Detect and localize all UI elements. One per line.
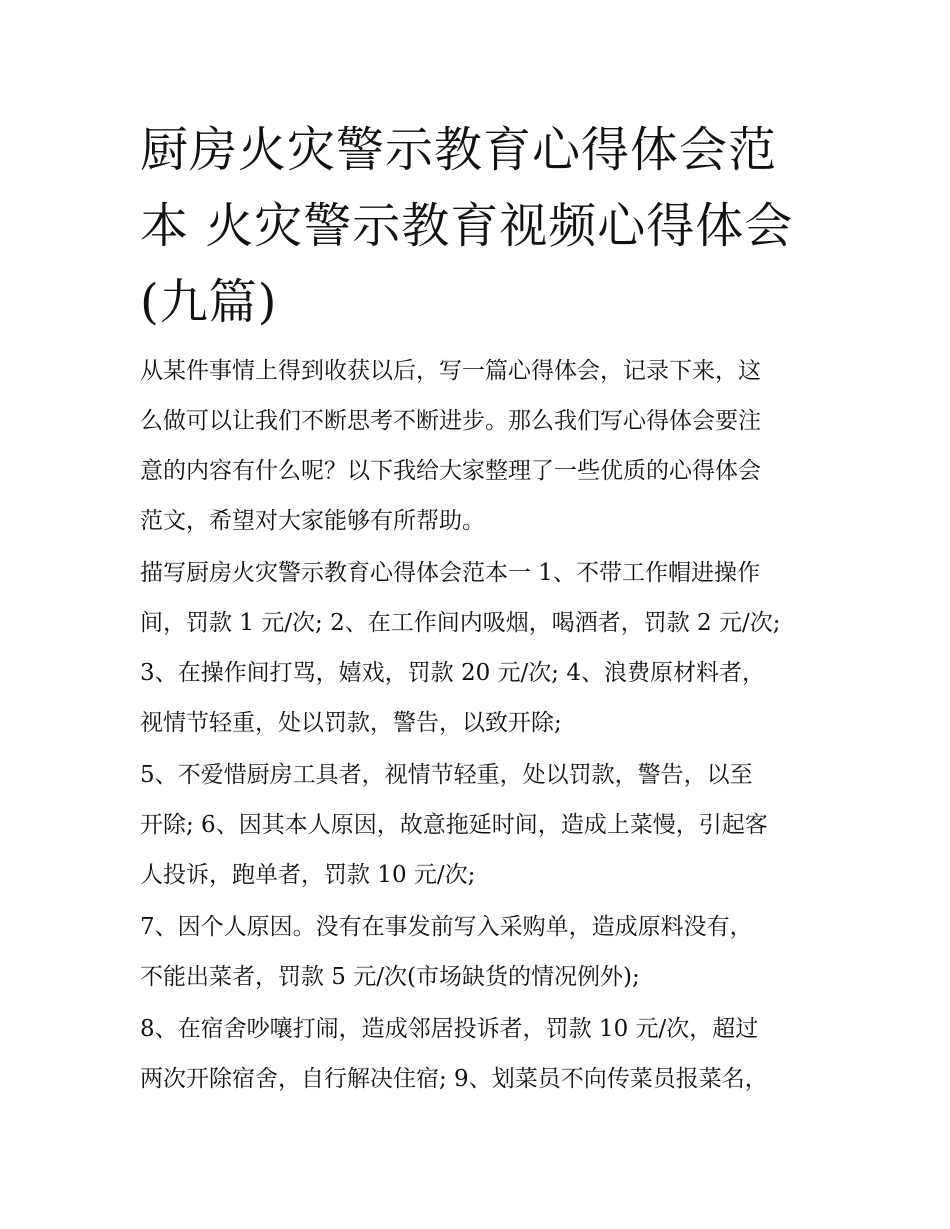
text-line: 描写厨房火灾警示教育心得体会范本一 1、不带工作帽进操作 — [140, 560, 760, 586]
text-line: 范文，希望对大家能够有所帮助。 — [140, 508, 485, 534]
text-line: 意的内容有什么呢？以下我给大家整理了一些优质的心得体会 — [140, 458, 761, 484]
rules-paragraph-2 — [140, 750, 816, 900]
title-line: 厨房火灾警示教育心得体会范 — [140, 122, 778, 178]
text-line: 么做可以让我们不断思考不断进步。那么我们写心得体会要注 — [140, 408, 761, 434]
text-line: 不能出菜者，罚款 5 元/次(市场缺货的情况例外); — [140, 964, 640, 990]
text-line: 两次开除宿舍，自行解决住宿; 9、划菜员不向传菜员报菜名， — [140, 1066, 768, 1092]
text-line: 人投诉，跑单者，罚款 10 元/次; — [140, 862, 476, 888]
title-line: 本 火灾警示教育视频心得体会 — [140, 198, 794, 254]
text-line: 3、在操作间打骂，嬉戏，罚款 20 元/次; 4、浪费原材料者， — [140, 660, 765, 686]
text-line: 间，罚款 1 元/次; 2、在工作间内吸烟，喝酒者，罚款 2 元/次; — [140, 610, 781, 636]
rules-paragraph-4 — [140, 1004, 816, 1104]
text-line: 5、不爱惜厨房工具者，视情节轻重，处以罚款，警告，以至 — [140, 762, 753, 788]
text-line: 7、因个人原因。没有在事发前写入采购单，造成原料没有， — [140, 914, 753, 940]
text-line: 视情节轻重，处以罚款，警告，以致开除; — [140, 710, 562, 736]
intro-paragraph — [140, 346, 816, 546]
rules-paragraph-1 — [140, 548, 816, 748]
rules-paragraph-3 — [140, 902, 816, 1002]
document-title — [140, 112, 816, 340]
text-line: 8、在宿舍吵嚷打闹，造成邻居投诉者，罚款 10 元/次，超过 — [140, 1016, 759, 1042]
document-page — [140, 112, 816, 1104]
text-line: 从某件事情上得到收获以后，写一篇心得体会，记录下来，这 — [140, 358, 761, 384]
text-line: 开除; 6、因其本人原因，故意拖延时间，造成上菜慢，引起客 — [140, 812, 768, 838]
title-line: (九篇) — [140, 274, 278, 330]
